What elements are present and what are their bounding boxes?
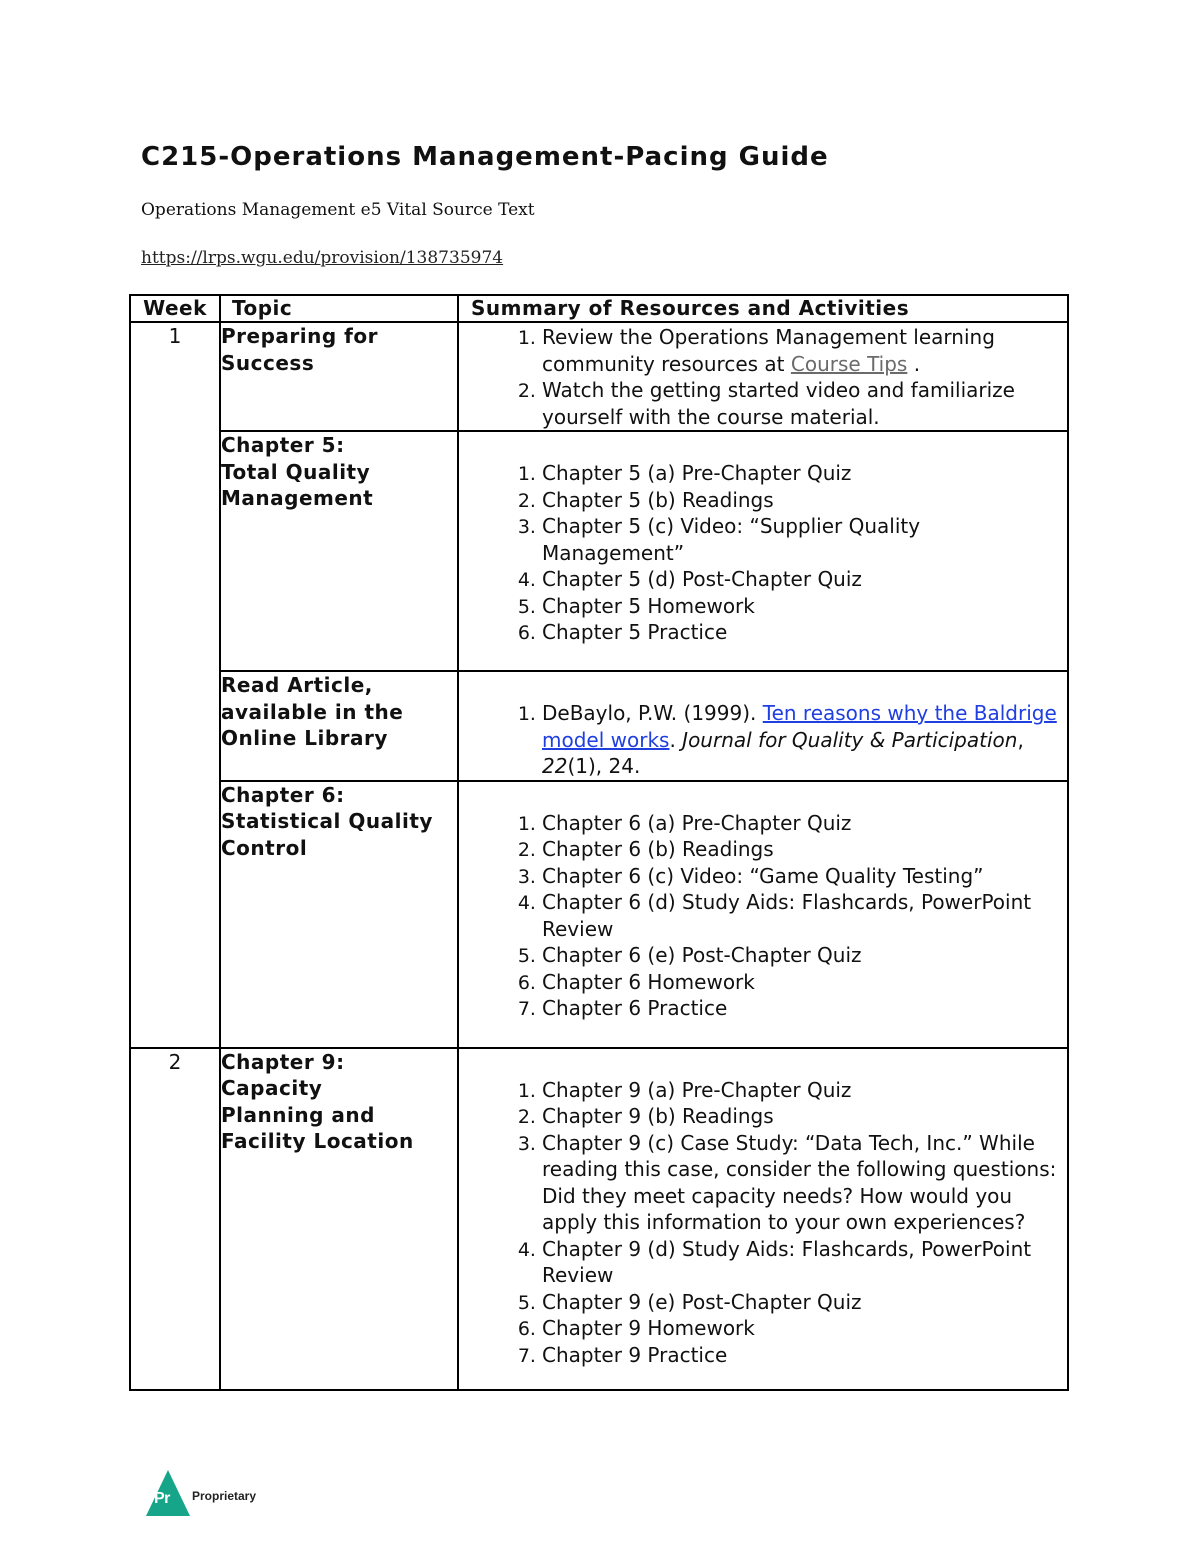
list-item: 1. DeBaylo, P.W. (1999). Ten reasons why the Baldrige model works. Journal for Quality & Participation, 22(1), 24.: [542, 700, 1067, 780]
week-number: 1: [130, 322, 220, 1048]
list-item: 5. Chapter 6 (e) Post-Chapter Quiz: [542, 942, 1067, 969]
list-item: 2. Chapter 9 (b) Readings: [542, 1103, 1067, 1130]
list-item: 6. Chapter 6 Homework: [542, 969, 1067, 996]
list-item: 4. Chapter 9 (d) Study Aids: Flashcards, PowerPoint Review: [542, 1236, 1067, 1289]
list-item: 2. Chapter 6 (b) Readings: [542, 836, 1067, 863]
activities-cell: [458, 431, 1068, 671]
topic-cell: Read Article, available in the Online Library: [220, 671, 458, 781]
table-row: [130, 322, 1068, 431]
header-topic: Topic: [220, 295, 458, 322]
logo-label: Proprietary: [192, 1489, 257, 1503]
textbook-name: Operations Management e5 Vital Source Text: [141, 200, 535, 220]
list-item: 2. Chapter 5 (b) Readings: [542, 487, 1067, 514]
table-row: [130, 671, 1068, 781]
pacing-table: [129, 294, 1069, 1391]
topic-cell: Chapter 9: Capacity Planning and Facility Location: [220, 1048, 458, 1390]
list-item: 1. Chapter 5 (a) Pre-Chapter Quiz: [542, 460, 1067, 487]
list-item: 3. Chapter 6 (c) Video: “Game Quality Testing”: [542, 863, 1067, 890]
logo-letters: Pr: [154, 1490, 170, 1507]
list-item: 1. Chapter 6 (a) Pre-Chapter Quiz: [542, 810, 1067, 837]
activities-cell: [458, 322, 1068, 431]
header-week: Week: [130, 295, 220, 322]
topic-cell: Chapter 5: Total Quality Management: [220, 431, 458, 671]
table-header-row: [130, 295, 1068, 322]
topic-cell: Preparing for Success: [220, 322, 458, 431]
list-item: 1. Chapter 9 (a) Pre-Chapter Quiz: [542, 1077, 1067, 1104]
list-item: 7. Chapter 9 Practice: [542, 1342, 1067, 1369]
list-item: 1. Review the Operations Management learning community resources at Course Tips .: [542, 324, 1067, 377]
activities-cell: [458, 781, 1068, 1048]
list-item: 3. Chapter 5 (c) Video: “Supplier Quality Management”: [542, 513, 1067, 566]
topic-cell: Chapter 6: Statistical Quality Control: [220, 781, 458, 1048]
table-row: [130, 1048, 1068, 1390]
list-item: 4. Chapter 6 (d) Study Aids: Flashcards, PowerPoint Review: [542, 889, 1067, 942]
table-row: [130, 781, 1068, 1048]
textbook-link[interactable]: https://lrps.wgu.edu/provision/138735974: [141, 248, 504, 268]
list-item: 6. Chapter 5 Practice: [542, 619, 1067, 646]
list-item: 6. Chapter 9 Homework: [542, 1315, 1067, 1342]
course-tips-link[interactable]: Course Tips: [790, 351, 908, 376]
list-item: 4. Chapter 5 (d) Post-Chapter Quiz: [542, 566, 1067, 593]
proprietary-logo: [145, 1468, 265, 1518]
week-number: 2: [130, 1048, 220, 1390]
page-title: C215-Operations Management-Pacing Guide: [141, 142, 829, 172]
list-item: 5. Chapter 5 Homework: [542, 593, 1067, 620]
list-item: 7. Chapter 6 Practice: [542, 995, 1067, 1022]
table-row: [130, 431, 1068, 671]
activities-cell: [458, 671, 1068, 781]
header-summary: Summary of Resources and Activities: [458, 295, 1068, 322]
list-item: 2. Watch the getting started video and familiarize yourself with the course material.: [542, 377, 1067, 430]
list-item: 5. Chapter 9 (e) Post-Chapter Quiz: [542, 1289, 1067, 1316]
article-link[interactable]: Ten reasons why the Baldrige model works: [542, 701, 1057, 752]
list-item: 3. Chapter 9 (c) Case Study: “Data Tech, Inc.” While reading this case, consider the following questions: Did they meet capacity needs? How would you apply this information to your own experiences?: [542, 1130, 1067, 1236]
activities-cell: [458, 1048, 1068, 1390]
